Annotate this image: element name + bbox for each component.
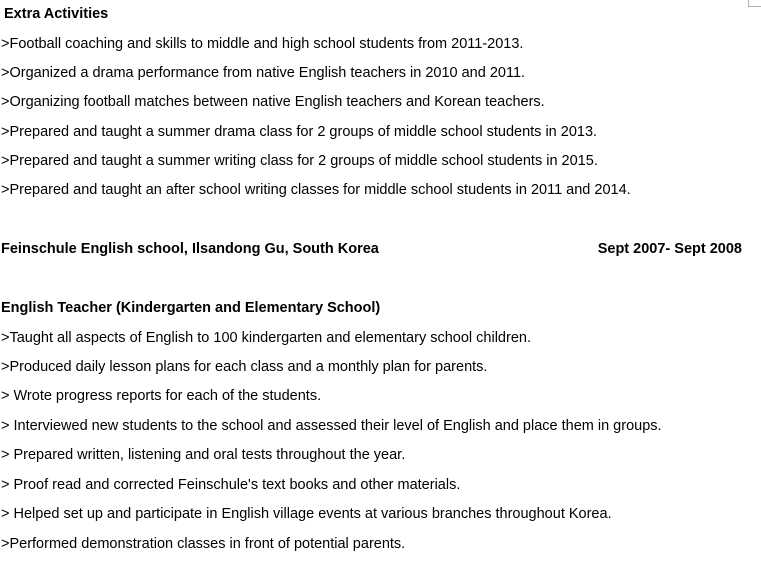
duty-item: >Performed demonstration classes in front of potential parents. [1, 536, 406, 552]
duty-item: >Produced daily lesson plans for each class and a monthly plan for parents. [1, 359, 488, 375]
duty-item: > Wrote progress reports for each of the students. [1, 388, 322, 404]
duty-item: >Taught all aspects of English to 100 kindergarten and elementary school children. [1, 330, 531, 346]
activity-item: >Prepared and taught a summer writing class for 2 groups of middle school students in 2015. [1, 153, 598, 169]
activity-item: >Football coaching and skills to middle and high school students from 2011-2013. [1, 36, 524, 52]
section-heading-extra-activities: Extra Activities [4, 6, 109, 22]
activity-item: >Prepared and taught an after school writing classes for middle school students in 2011 and 2014. [1, 182, 631, 198]
job-title: English Teacher (Kindergarten and Elementary School) [1, 300, 381, 316]
duty-item: > Interviewed new students to the school and assessed their level of English and place them in groups. [1, 418, 662, 434]
page-corner-mark [748, 0, 761, 7]
duty-item: > Helped set up and participate in English village events at various branches throughout Korea. [1, 506, 612, 522]
duty-item: > Prepared written, listening and oral tests throughout the year. [1, 447, 406, 463]
activity-item: >Organizing football matches between native English teachers and Korean teachers. [1, 94, 545, 110]
employment-dates: Sept 2007- Sept 2008 [597, 241, 742, 257]
activity-item: >Prepared and taught a summer drama class for 2 groups of middle school students in 2013. [1, 124, 598, 140]
activity-item: >Organized a drama performance from native English teachers in 2010 and 2011. [1, 65, 526, 81]
duty-item: > Proof read and corrected Feinschule's text books and other materials. [1, 477, 461, 493]
employer-name: Feinschule English school, Ilsandong Gu, South Korea [1, 241, 379, 257]
